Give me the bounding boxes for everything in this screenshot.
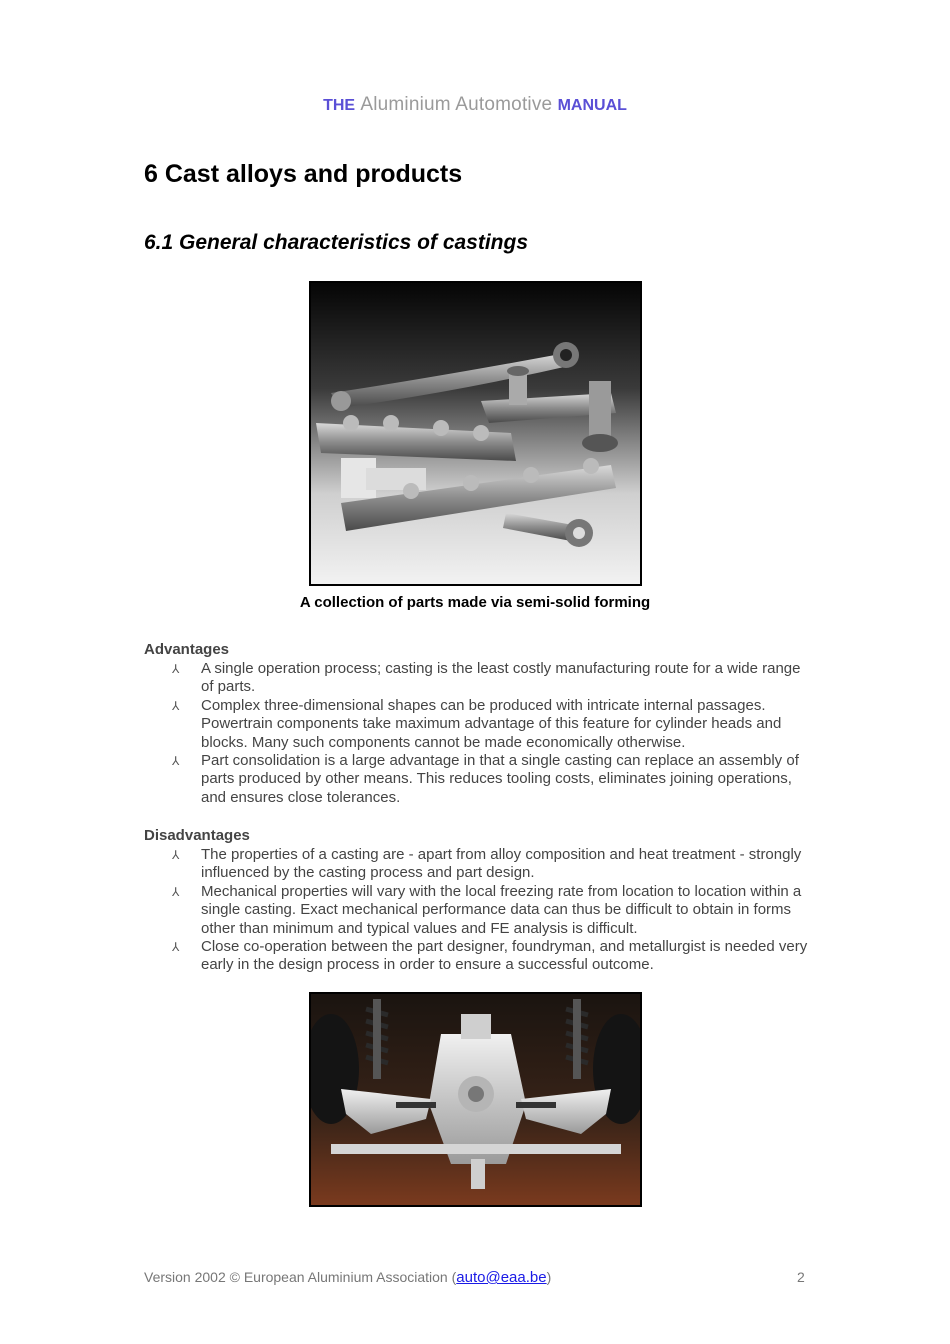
list-item: ⅄ Close co-operation between the part designer, foundryman, and metallurgist is needed very early in the design process in order to ensure a successful outcome. — [172, 938, 808, 974]
disadvantages-heading: Disadvantages — [144, 827, 250, 844]
document-header — [0, 94, 950, 116]
bullet-icon: ⅄ — [172, 848, 180, 862]
bullet-icon: ⅄ — [172, 754, 180, 769]
figure-caption: A collection of parts made via semi-solid forming — [299, 594, 651, 611]
list-item: ⅄ Complex three-dimensional shapes can be produced with intricate internal passages. Powertrain components take maximum advantage of this feature for cylinder heads and blocks. Many such components cannot be made economically otherwise. — [172, 696, 782, 751]
list-item: ⅄ A single operation process; casting is the least costly manufacturing route for a wide range of parts. — [172, 660, 801, 696]
list-item: ⅄ Part consolidation is a large advantage in that a single casting can replace an assembly of parts produced by other means. This reduces tooling costs, eliminates joining operations, and ensures close tolerances. — [172, 752, 799, 806]
list-item: ⅄ Mechanical properties will vary with the local freezing rate from location to location within a single casting. Exact mechanical performance data can thus be difficult to obtain in forms other than minimum and typical values and FE analysis is difficult. — [172, 882, 802, 937]
list-item: ⅄ The properties of a casting are - apart from alloy composition and heat treatment - strongly influenced by the casting process and part design. — [172, 846, 802, 882]
bullet-icon: ⅄ — [172, 662, 180, 676]
page-number: 2 — [797, 1269, 805, 1285]
header-manual: MANUAL — [557, 97, 627, 114]
disadvantages-list — [172, 846, 812, 975]
header-the: THE — [323, 97, 356, 114]
advantages-heading: Advantages — [144, 641, 230, 658]
chapter-title: 6 Cast alloys and products — [144, 160, 463, 188]
email-link[interactable]: auto@eaa.be — [456, 1269, 547, 1286]
bullet-icon: ⅄ — [172, 884, 180, 899]
advantages-list — [172, 660, 812, 807]
footer-copyright: Version 2002 © European Aluminium Association (auto@eaa.be) — [144, 1269, 552, 1286]
section-title: 6.1 General characteristics of castings — [144, 231, 529, 254]
bullet-icon: ⅄ — [172, 698, 180, 713]
suspension-photo — [309, 992, 642, 1207]
bullet-icon: ⅄ — [172, 940, 180, 955]
header-title: Aluminium Automotive — [360, 94, 553, 115]
cast-parts-photo — [309, 281, 642, 586]
